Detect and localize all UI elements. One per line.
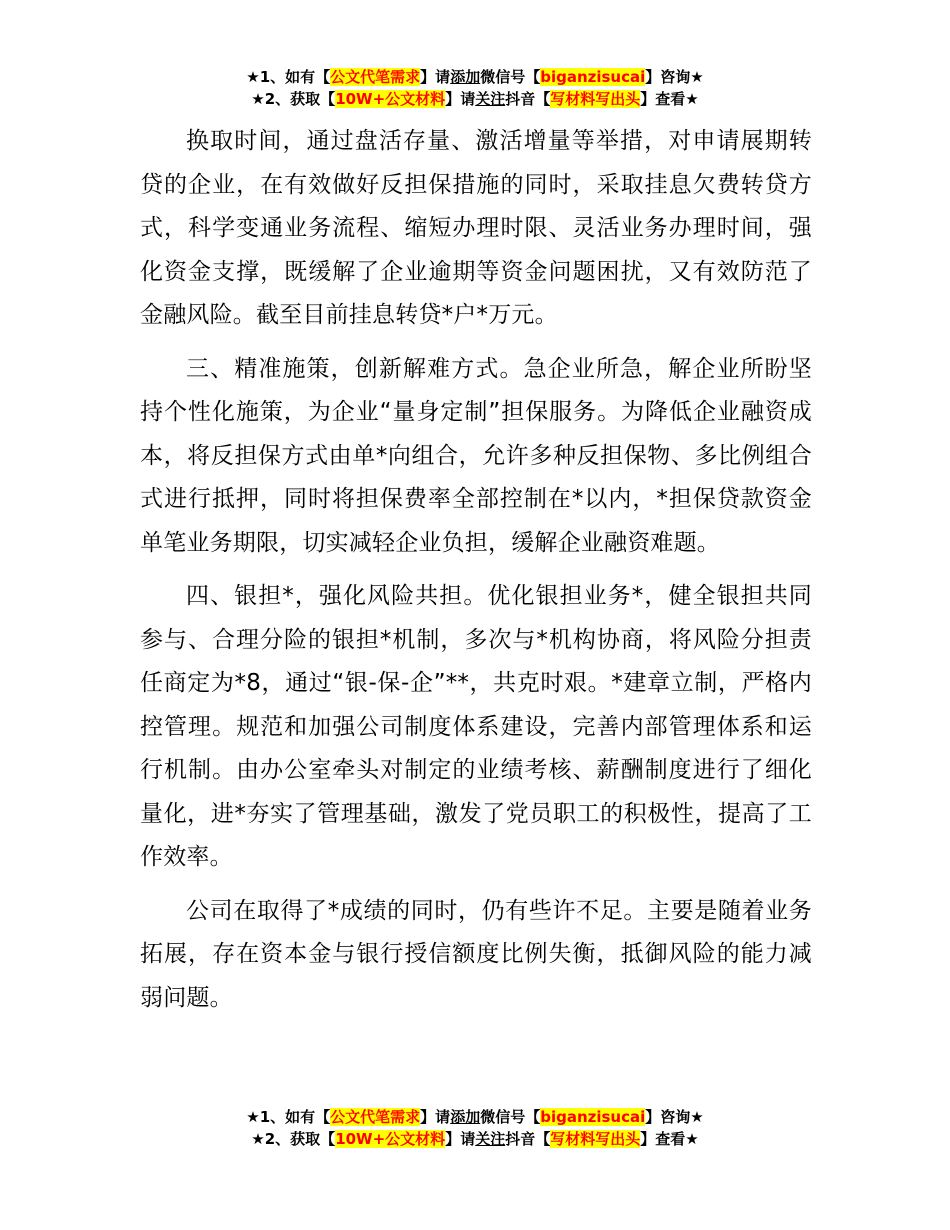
footer-line-2-highlight-1: 10W+公文材料 [335,1130,446,1148]
paragraph-4: 公司在取得了*成绩的同时，仍有些许不足。主要是随着业务拓展，存在资本金与银行授信额度比例失衡，抵御风险的能力减弱问题。 [140,897,812,1011]
document-body [140,120,812,1030]
footer-line-1-highlight-1: 公文代笔需求 [330,1108,421,1126]
header-line-2-highlight-1: 10W+公文材料 [335,90,446,108]
header-banner [0,66,950,110]
footer-line-2-underline: 关注 [475,1130,506,1148]
footer-line-2-mid-1: 】请 [445,1130,476,1148]
header-line-2-post: 】查看★ [640,90,699,108]
header-line-1-pre: ★1、如有【 [246,68,331,86]
footer-line-1-mid-1: 】请 [420,1108,451,1126]
footer-line-1-post: 】咨询★ [645,1108,704,1126]
footer-line-1-highlight-2: biganzisucai [540,1108,646,1126]
header-line-1-mid-2: 微信号【 [480,68,541,86]
footer-line-2-mid-2: 抖音【 [505,1130,551,1148]
header-line-1 [0,66,950,88]
paragraph-1: 换取时间，通过盘活存量、激活增量等举措，对申请展期转贷的企业，在有效做好反担保措施的同时，采取挂息欠费转贷方式，科学变通业务流程、缩短办理时限、灵活业务办理时间，强化资金支撑，既缓解了企业逾期等资金问题困扰，又有效防范了金融风险。截至目前挂息转贷*户*万元。 [140,128,812,328]
footer-line-2 [0,1128,950,1150]
footer-line-2-highlight-2: 写材料写出头 [550,1130,641,1148]
paragraph-2: 三、精准施策，创新解难方式。急企业所急，解企业所盼坚持个性化施策，为企业“量身定制”担保服务。为降低企业融资成本，将反担保方式由单*向组合，允许多种反担保物、多比例组合式进行抵押，同时将担保费率全部控制在*以内，*担保贷款资金单笔业务期限，切实减轻企业负担，缓解企业融资难题。 [140,355,812,556]
footer-line-2-pre: ★2、获取【 [251,1130,336,1148]
header-line-2-highlight-2: 写材料写出头 [550,90,641,108]
header-line-1-highlight-1: 公文代笔需求 [330,68,421,86]
header-line-2-mid-1: 】请 [445,90,476,108]
paragraph-3: 四、银担*，强化风险共担。优化银担业务*，健全银担共同参与、合理分险的银担*机制，多次与*机构协商，将风险分担责任商定为*8，通过“银-保-企”**，共克时艰。*建章立制，严格内控管理。规范和加强公司制度体系建设，完善内部管理体系和运行机制。由办公室牵头对制定的业绩考核、薪酬制度进行了细化量化，进*夯实了管理基础，激发了党员职工的积极性，提高了工作效率。 [140,583,812,870]
footer-line-1 [0,1106,950,1128]
header-line-2-mid-2: 抖音【 [505,90,551,108]
footer-line-2-post: 】查看★ [640,1130,699,1148]
header-line-1-underline: 添加 [450,68,481,86]
footer-line-1-pre: ★1、如有【 [246,1108,331,1126]
header-line-2 [0,88,950,110]
header-line-1-mid-1: 】请 [420,68,451,86]
header-line-1-highlight-2: biganzisucai [540,68,646,86]
footer-line-1-mid-2: 微信号【 [480,1108,541,1126]
header-line-1-post: 】咨询★ [645,68,704,86]
header-line-2-underline: 关注 [475,90,506,108]
footer-banner [0,1106,950,1150]
header-line-2-pre: ★2、获取【 [251,90,336,108]
footer-line-1-underline: 添加 [450,1108,481,1126]
